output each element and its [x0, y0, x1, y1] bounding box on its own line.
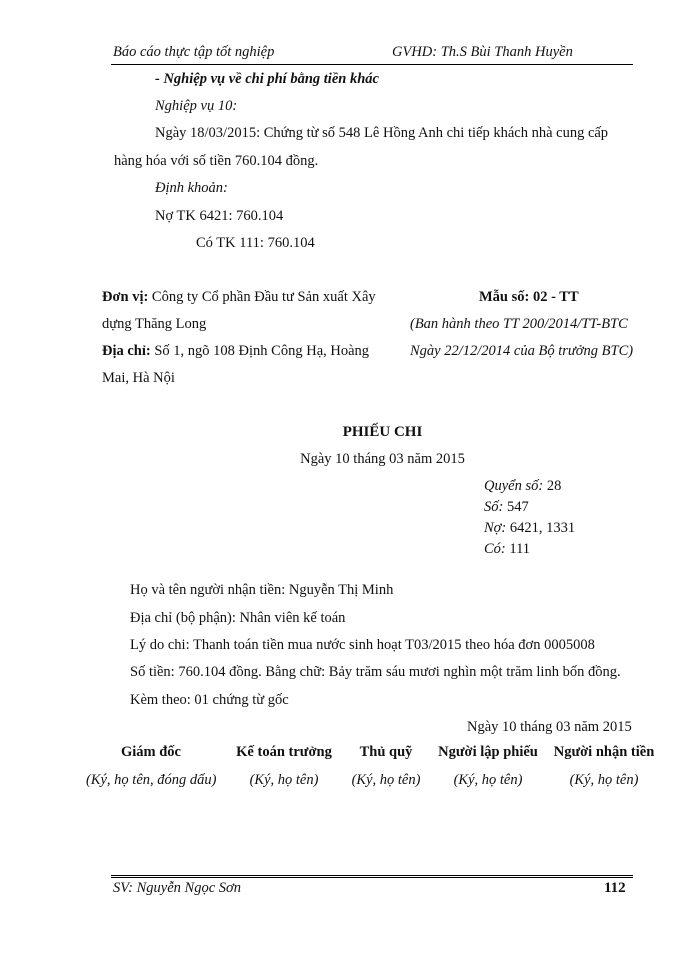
- reason-line: Lý do chi: Thanh toán tiền mua nước sinh hoạt T03/2015 theo hóa đơn 0005008: [130, 637, 595, 653]
- book-value: 28: [546, 478, 562, 494]
- signature-note: (Ký, họ tên, đóng dấu): [86, 772, 217, 788]
- number-value: 547: [506, 499, 529, 515]
- form-note-line1: (Ban hành theo TT 200/2014/TT-BTC: [410, 316, 628, 332]
- header-right: GVHD: Th.S Bùi Thanh Huyền: [392, 44, 573, 60]
- credit-account-label: Có:: [484, 541, 506, 557]
- address-value-line2: Mai, Hà Nội: [102, 370, 175, 386]
- recipient-line: Họ và tên người nhận tiền: Nguyễn Thị Minh: [130, 582, 394, 598]
- signature-role: Người nhận tiền: [553, 744, 655, 760]
- department-line: Địa chỉ (bộ phận): Nhân viên kế toán: [130, 610, 346, 626]
- task-label: Nghiệp vụ 10:: [155, 98, 238, 114]
- debit-account-label: Nợ:: [484, 520, 507, 536]
- signature-role: Thủ quỹ: [359, 744, 413, 760]
- entry-label: Định khoản:: [155, 180, 228, 196]
- header-rule: [111, 64, 633, 65]
- sign-date: Ngày 10 tháng 03 năm 2015: [467, 719, 632, 735]
- page-number: 112: [604, 880, 626, 896]
- amount-line: Số tiền: 760.104 đồng. Bằng chữ: Bảy trăm sáu mươi nghìn một trăm linh bốn đồng.: [130, 664, 621, 680]
- address-label: Địa chỉ:: [102, 343, 151, 359]
- address-line: [102, 343, 369, 360]
- address-value: Số 1, ngõ 108 Định Công Hạ, Hoàng: [154, 343, 370, 359]
- unit-line: [102, 289, 376, 306]
- paragraph-line2: hàng hóa với số tiền 760.104 đồng.: [114, 153, 319, 169]
- book-label: Quyển số:: [484, 478, 544, 494]
- paragraph-line1: Ngày 18/03/2015: Chứng từ số 548 Lê Hồng Anh chi tiếp khách nhà cung cấp: [155, 125, 609, 141]
- number-label: Số:: [484, 499, 504, 515]
- voucher-title: PHIẾU CHI: [342, 424, 423, 440]
- number-line: [484, 499, 529, 516]
- credit-entry: Có TK 111: 760.104: [196, 235, 315, 251]
- signature-role: Người lập phiếu: [438, 744, 538, 760]
- debit-account-value: 6421, 1331: [509, 520, 576, 536]
- unit-value-line2: dựng Thăng Long: [102, 316, 207, 332]
- signature-note: (Ký, họ tên): [351, 772, 421, 788]
- debit-account-line: [484, 520, 575, 537]
- unit-value: Công ty Cổ phần Đầu tư Sản xuất Xây: [151, 289, 376, 305]
- form-note-line2: Ngày 22/12/2014 của Bộ trưởng BTC): [410, 343, 634, 359]
- credit-account-value: 111: [509, 541, 531, 557]
- section-heading: - Nghiệp vụ về chi phí bằng tiền khác: [155, 71, 379, 87]
- footer-rule: [111, 875, 633, 878]
- signature-role: Kế toán trưởng: [236, 744, 332, 760]
- voucher-date: Ngày 10 tháng 03 năm 2015: [300, 451, 465, 467]
- book-line: [484, 478, 561, 495]
- signature-note: (Ký, họ tên): [453, 772, 523, 788]
- form-number: Mẫu số: 02 - TT: [479, 289, 579, 305]
- footer-student: SV: Nguyễn Ngọc Sơn: [113, 880, 242, 896]
- signature-note: (Ký, họ tên): [249, 772, 319, 788]
- header-left: Báo cáo thực tập tốt nghiệp: [113, 44, 275, 60]
- debit-entry: Nợ TK 6421: 760.104: [155, 208, 284, 224]
- signature-note: (Ký, họ tên): [569, 772, 639, 788]
- attached-line: Kèm theo: 01 chứng từ gốc: [130, 692, 289, 708]
- unit-label: Đơn vị:: [102, 289, 149, 305]
- signature-role: Giám đốc: [120, 744, 181, 760]
- credit-account-line: [484, 541, 530, 558]
